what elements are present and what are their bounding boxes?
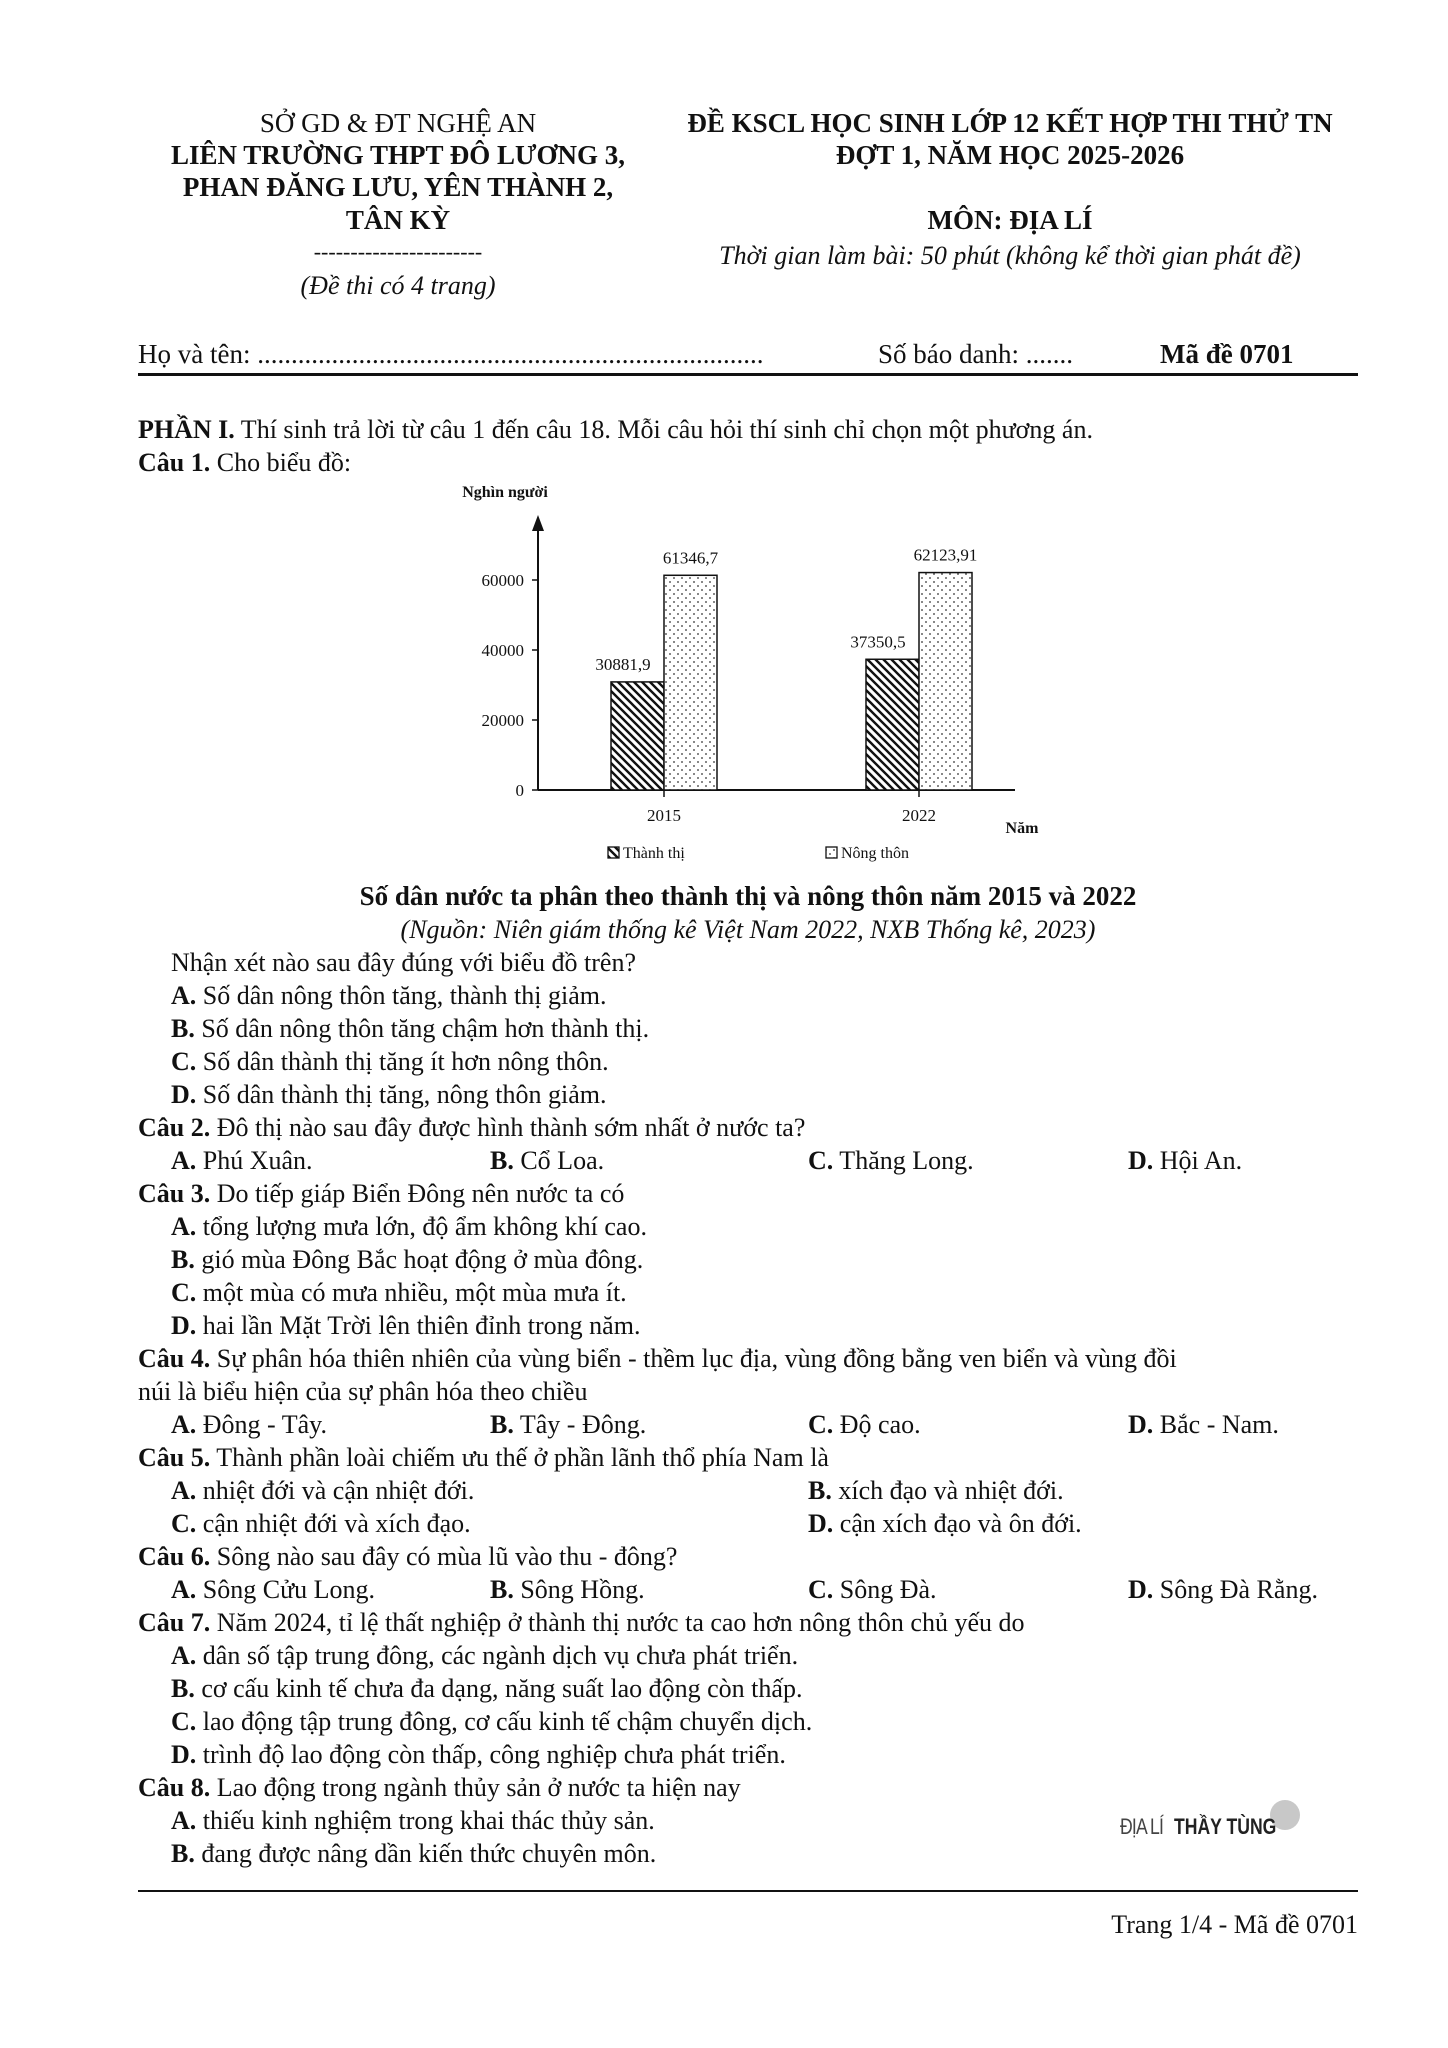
option-letter: B.: [490, 1410, 514, 1439]
option-letter: B.: [490, 1575, 514, 1604]
watermark-logo: [1120, 1808, 1292, 1848]
option-text: một mùa có mưa nhiều, một mùa mưa ít.: [196, 1278, 627, 1307]
option-letter: B.: [171, 1245, 195, 1274]
data-label: 30881,9: [595, 654, 651, 674]
population-bar-chart: [0, 0, 1448, 900]
question-4-option-c[interactable]: [808, 1408, 921, 1441]
school-name-line3: TÂN KỲ: [345, 205, 451, 235]
option-letter: C.: [171, 1047, 197, 1076]
option-text: Phú Xuân.: [196, 1146, 313, 1175]
option-text: Cổ Loa.: [513, 1146, 605, 1175]
question-2-option-c[interactable]: [808, 1144, 974, 1177]
school-name-line1: LIÊN TRƯỜNG THPT ĐÔ LƯƠNG 3,: [170, 140, 626, 170]
option-text: Sông Đà.: [833, 1575, 937, 1604]
question-3-text: Do tiếp giáp Biển Đông nên nước ta có: [210, 1179, 625, 1208]
option-letter: D.: [808, 1509, 834, 1538]
exam-title-line1: ĐỀ KSCL HỌC SINH LỚP 12 KẾT HỢP THI THỬ TN: [687, 108, 1333, 138]
question-6-option-c[interactable]: [808, 1573, 937, 1606]
question-3-option-b[interactable]: [171, 1243, 643, 1276]
question-6-text: Sông nào sau đây có mùa lũ vào thu - đông?: [210, 1542, 678, 1571]
y-axis-label: Nghìn người: [462, 484, 548, 501]
question-3-stem: [138, 1177, 624, 1210]
question-2-label: Câu 2.: [138, 1113, 211, 1142]
data-label: 37350,5: [850, 632, 906, 652]
question-7-option-d[interactable]: [171, 1738, 786, 1771]
option-text: Sông Đà Rằng.: [1153, 1575, 1318, 1604]
option-text: gió mùa Đông Bắc hoạt động ở mùa đông.: [194, 1245, 644, 1274]
option-text: Đông - Tây.: [196, 1410, 327, 1439]
option-letter: A.: [171, 1146, 197, 1175]
bar-hatch-2015: [611, 682, 664, 790]
option-letter: C.: [808, 1575, 834, 1604]
option-letter: D.: [1128, 1146, 1154, 1175]
option-letter: A.: [171, 1212, 197, 1241]
option-letter: B.: [171, 1014, 195, 1043]
question-3-option-a[interactable]: [171, 1210, 647, 1243]
question-4-option-d[interactable]: [1128, 1408, 1279, 1441]
option-text: Số dân thành thị tăng, nông thôn giảm.: [196, 1080, 607, 1109]
question-7-label: Câu 7.: [138, 1608, 211, 1637]
question-5-text: Thành phần loài chiếm ưu thế ở phần lãnh thổ phía Nam là: [210, 1443, 829, 1472]
watermark-text-1: ĐỊA LÍ: [1120, 1814, 1164, 1839]
question-5-label: Câu 5.: [138, 1443, 211, 1472]
option-text: cơ cấu kinh tế chưa đa dạng, năng suất lao động còn thấp.: [194, 1674, 803, 1703]
header-dashes: -----------------------: [313, 239, 483, 264]
option-text: cận nhiệt đới và xích đạo.: [196, 1509, 471, 1538]
option-letter: B.: [171, 1839, 195, 1868]
legend-swatch-dots: [826, 847, 837, 858]
question-2-option-d[interactable]: [1128, 1144, 1242, 1177]
exam-title-line2: ĐỢT 1, NĂM HỌC 2025-2026: [835, 140, 1185, 170]
option-letter: A.: [171, 1410, 197, 1439]
legend-swatch-hatch: [608, 847, 619, 858]
option-text: thiếu kinh nghiệm trong khai thác thủy sản.: [196, 1806, 655, 1835]
question-4-option-b[interactable]: [490, 1408, 646, 1441]
option-text: Số dân thành thị tăng ít hơn nông thôn.: [196, 1047, 609, 1076]
option-letter: C.: [171, 1278, 197, 1307]
question-1-option-d[interactable]: [171, 1078, 606, 1111]
exam-code: Mã đề 0701: [1160, 339, 1294, 369]
part1-label: PHẦN I.: [138, 415, 235, 444]
question-7-option-a[interactable]: [171, 1639, 798, 1672]
option-text: Sông Cửu Long.: [196, 1575, 376, 1604]
question-1-label: Câu 1.: [138, 448, 211, 477]
question-2-stem: [138, 1111, 805, 1144]
y-tick-label: 0: [515, 781, 524, 800]
question-7-option-c[interactable]: [171, 1705, 812, 1738]
option-text: hai lần Mặt Trời lên thiên đỉnh trong năm.: [196, 1311, 641, 1340]
question-2-option-a[interactable]: [171, 1144, 313, 1177]
question-5-option-b[interactable]: [808, 1474, 1064, 1507]
question-6-option-b[interactable]: [490, 1573, 645, 1606]
option-text: lao động tập trung đông, cơ cấu kinh tế chậm chuyển dịch.: [196, 1707, 813, 1736]
bar-hatch-2022: [866, 659, 919, 790]
data-label: 61346,7: [662, 548, 719, 568]
option-text: Số dân nông thôn tăng, thành thị giảm.: [196, 981, 607, 1010]
option-text: tổng lượng mưa lớn, độ ẩm không khí cao.: [196, 1212, 647, 1241]
question-6-option-d[interactable]: [1128, 1573, 1318, 1606]
option-letter: C.: [171, 1509, 197, 1538]
chart-title: Số dân nước ta phân theo thành thị và nông thôn năm 2015 và 2022: [359, 881, 1137, 911]
page-number: Trang 1/4 - Mã đề 0701: [1111, 1910, 1358, 1939]
candidate-number-field: Số báo danh: .......: [878, 339, 1073, 369]
legend-label: Nông thôn: [841, 845, 909, 862]
question-1-option-a[interactable]: [171, 979, 606, 1012]
question-1-text: Cho biểu đồ:: [210, 448, 352, 477]
option-letter: D.: [1128, 1410, 1154, 1439]
option-letter: C.: [171, 1707, 197, 1736]
exam-time: Thời gian làm bài: 50 phút (không kể thời gian phát đề): [719, 241, 1301, 270]
option-text: Số dân nông thôn tăng chậm hơn thành thị.: [194, 1014, 650, 1043]
question-4-stem: [138, 1342, 1177, 1375]
option-text: Bắc - Nam.: [1153, 1410, 1279, 1439]
question-2-option-b[interactable]: [490, 1144, 604, 1177]
school-name-line2: PHAN ĐĂNG LƯU, YÊN THÀNH 2,: [182, 172, 614, 202]
question-4-stem-continued: núi là biểu hiện của sự phân hóa theo chiều: [138, 1377, 588, 1406]
question-4-text: Sự phân hóa thiên nhiên của vùng biển - thềm lục địa, vùng đồng bằng ven biển và vùng đồi: [210, 1344, 1177, 1373]
x-tick-label: 2015: [647, 806, 681, 825]
option-text: Hội An.: [1153, 1146, 1243, 1175]
option-letter: B.: [490, 1146, 514, 1175]
option-letter: A.: [171, 1806, 197, 1835]
bar-dots-2022: [919, 573, 972, 790]
question-3-label: Câu 3.: [138, 1179, 211, 1208]
chart-source: (Nguồn: Niên giám thống kê Việt Nam 2022, NXB Thống kê, 2023): [400, 915, 1096, 944]
footer-divider: [138, 1890, 1358, 1892]
option-text: Thăng Long.: [833, 1146, 974, 1175]
exam-subject: MÔN: ĐỊA LÍ: [927, 205, 1093, 235]
question-2-text: Đô thị nào sau đây được hình thành sớm nhất ở nước ta?: [210, 1113, 806, 1142]
question-1-option-b[interactable]: [171, 1012, 649, 1045]
watermark-text-2: THẦY TÙNG: [1174, 1814, 1277, 1839]
candidate-name-field: Họ và tên: ...........................................................................: [138, 339, 764, 369]
option-letter: D.: [171, 1080, 197, 1109]
question-8-label: Câu 8.: [138, 1773, 211, 1802]
question-3-option-d[interactable]: [171, 1309, 640, 1342]
question-5-option-c[interactable]: [171, 1507, 471, 1540]
question-5-option-a[interactable]: [171, 1474, 474, 1507]
y-tick-label: 60000: [481, 571, 524, 590]
option-text: nhiệt đới và cận nhiệt đới.: [196, 1476, 475, 1505]
option-letter: D.: [171, 1311, 197, 1340]
option-letter: A.: [171, 1575, 197, 1604]
y-tick-label: 20000: [481, 711, 524, 730]
bar-dots-2015: [664, 575, 717, 790]
data-label: 62123,91: [913, 545, 978, 565]
pages-note: (Đề thi có 4 trang): [300, 271, 496, 300]
x-axis-label: Năm: [1005, 820, 1039, 837]
option-text: xích đạo và nhiệt đới.: [831, 1476, 1064, 1505]
option-letter: A.: [171, 1476, 197, 1505]
option-letter: A.: [171, 981, 197, 1010]
question-8-text: Lao động trong ngành thủy sản ở nước ta hiện nay: [210, 1773, 741, 1802]
option-letter: D.: [1128, 1575, 1154, 1604]
option-letter: C.: [808, 1410, 834, 1439]
option-text: dân số tập trung đông, các ngành dịch vụ chưa phát triển.: [196, 1641, 799, 1670]
question-8-option-a[interactable]: [171, 1804, 655, 1837]
school-department: SỞ GD & ĐT NGHỆ AN: [259, 108, 537, 138]
question-1-prompt: Nhận xét nào sau đây đúng với biểu đồ trên?: [171, 948, 637, 977]
question-5-stem: [138, 1441, 829, 1474]
option-text: Tây - Đông.: [513, 1410, 647, 1439]
question-7-stem: [138, 1606, 1025, 1639]
question-6-label: Câu 6.: [138, 1542, 211, 1571]
x-tick-label: 2022: [902, 806, 936, 825]
option-text: đang được nâng dần kiến thức chuyên môn.: [194, 1839, 657, 1868]
part1-text: Thí sinh trả lời từ câu 1 đến câu 18. Mỗi câu hỏi thí sinh chỉ chọn một phương án.: [234, 415, 1093, 444]
legend-label: Thành thị: [623, 845, 685, 862]
option-text: Độ cao.: [833, 1410, 921, 1439]
question-7-option-b[interactable]: [171, 1672, 802, 1705]
question-5-option-d[interactable]: [808, 1507, 1082, 1540]
question-8-stem: [138, 1771, 741, 1804]
y-tick-label: 40000: [481, 641, 524, 660]
option-letter: B.: [808, 1476, 832, 1505]
option-letter: A.: [171, 1641, 197, 1670]
option-text: trình độ lao động còn thấp, công nghiệp chưa phát triển.: [196, 1740, 786, 1769]
question-4-option-a[interactable]: [171, 1408, 327, 1441]
option-text: cận xích đạo và ôn đới.: [833, 1509, 1082, 1538]
option-text: Sông Hồng.: [513, 1575, 645, 1604]
option-letter: B.: [171, 1674, 195, 1703]
y-axis-arrow-icon: [532, 515, 544, 531]
question-1-option-c[interactable]: [171, 1045, 609, 1078]
question-8-option-b[interactable]: [171, 1837, 656, 1870]
question-3-option-c[interactable]: [171, 1276, 627, 1309]
option-letter: D.: [171, 1740, 197, 1769]
question-6-option-a[interactable]: [171, 1573, 375, 1606]
question-7-text: Năm 2024, tỉ lệ thất nghiệp ở thành thị nước ta cao hơn nông thôn chủ yếu do: [210, 1608, 1025, 1637]
question-6-stem: [138, 1540, 677, 1573]
option-letter: C.: [808, 1146, 834, 1175]
question-4-label: Câu 4.: [138, 1344, 211, 1373]
